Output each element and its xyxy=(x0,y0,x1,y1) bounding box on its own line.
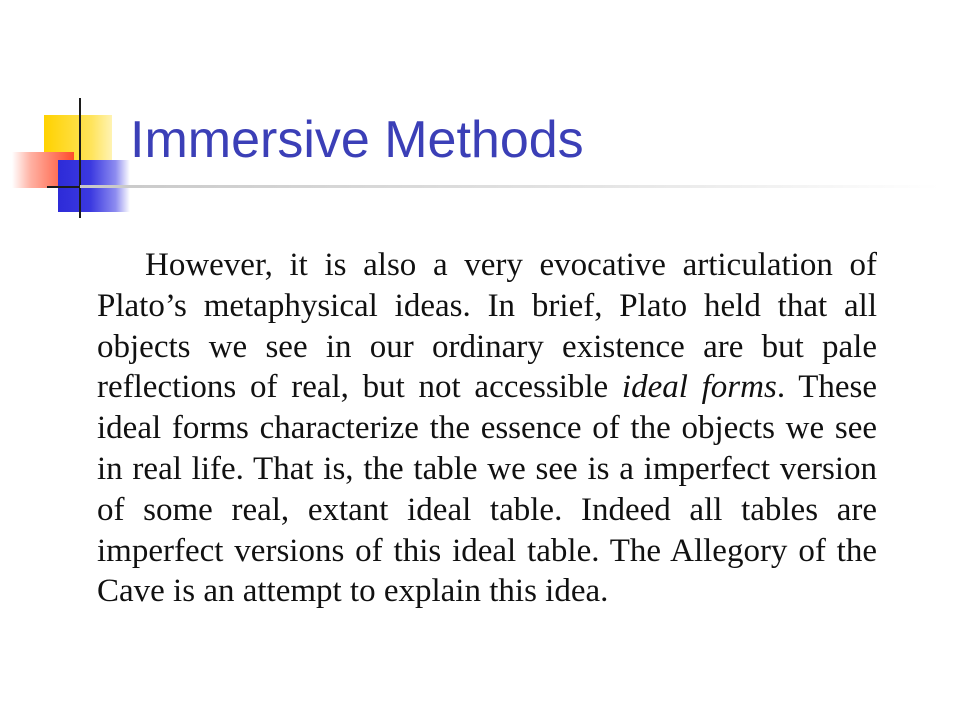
paragraph-text-2: . These ideal forms characterize the essence of the objects we see in real life. That is, the table we see is a imperfect version of some real, extant ideal table. Indeed all tables are imperfect versions of this ideal table. The Allegory of the Cave is an attempt to explain this idea. xyxy=(97,369,878,610)
title-underline xyxy=(80,185,940,188)
paragraph-text-1: However, it is also a very evocative articulation of Plato’s metaphysical ideas. In brief, Plato held that all objects we see in our ordinary existence are but pale reflections of real, but not accessible xyxy=(97,247,877,406)
paragraph-italic-term: ideal forms xyxy=(621,369,777,406)
decorative-squares-logo xyxy=(0,0,140,230)
vertical-line xyxy=(79,98,81,218)
body-paragraph xyxy=(97,245,877,612)
slide-title: Immersive Methods xyxy=(130,111,584,169)
